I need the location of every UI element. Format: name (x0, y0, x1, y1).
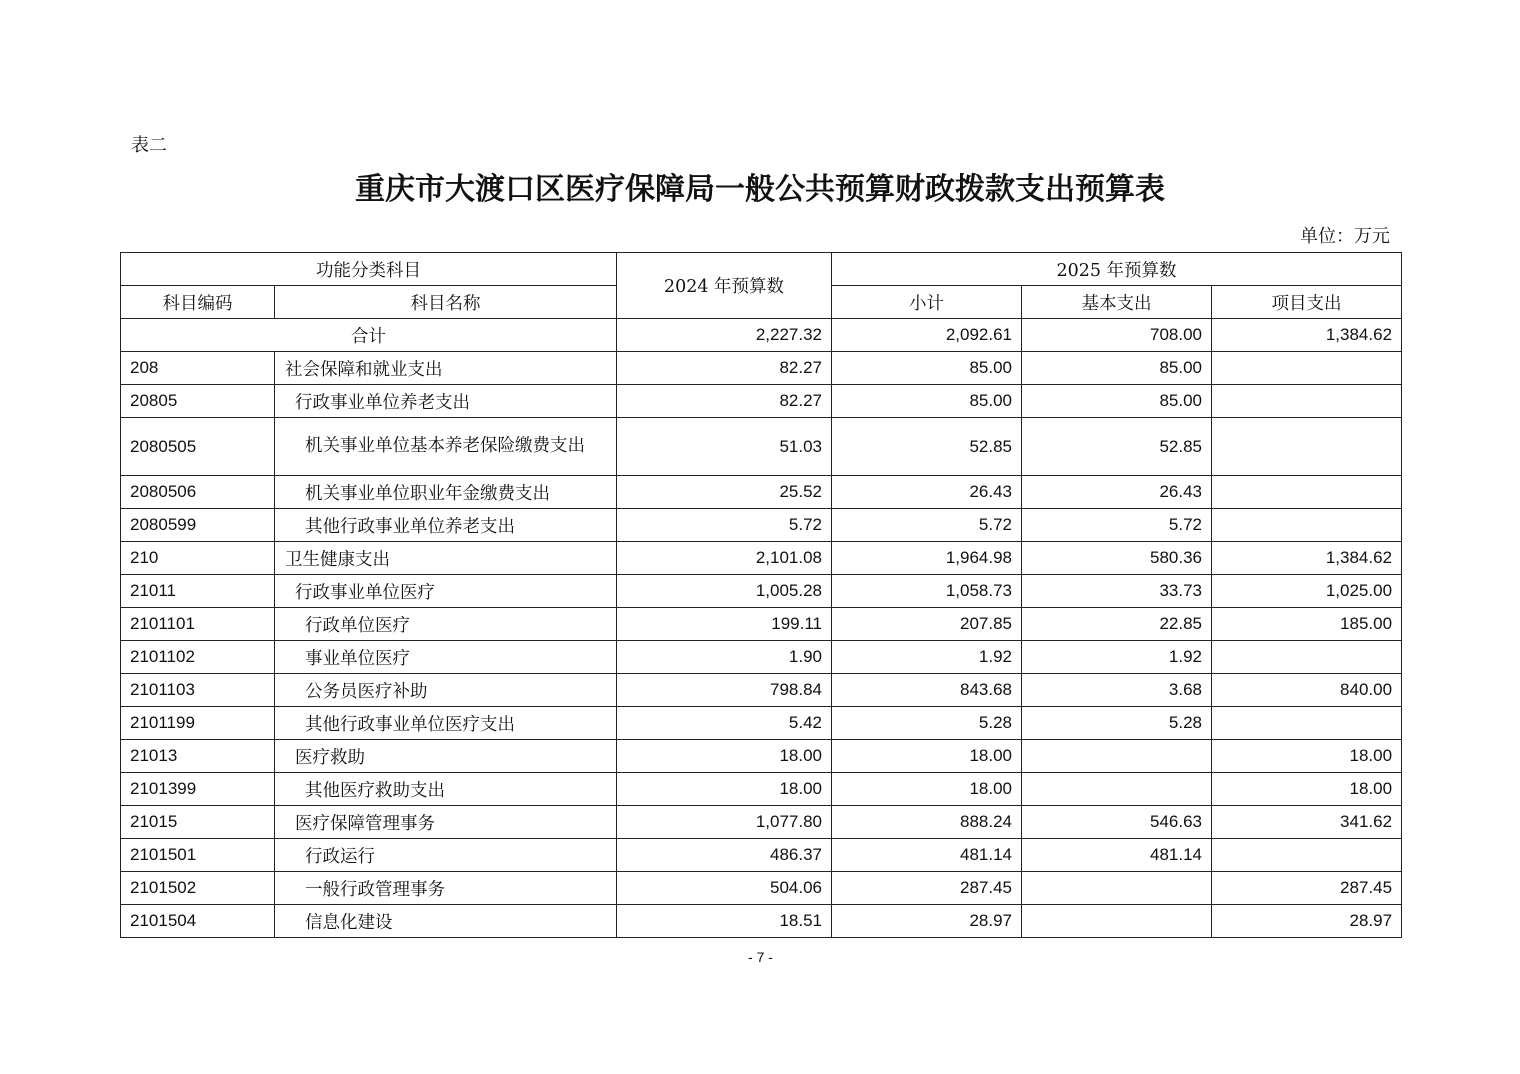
table-row (121, 575, 1402, 608)
row-subtotal: 1,964.98 (832, 542, 1022, 575)
row-subtotal: 18.00 (832, 740, 1022, 773)
row-name: 卫生健康支出 (275, 542, 617, 575)
row-2024: 51.03 (617, 418, 832, 476)
row-name: 机关事业单位职业年金缴费支出 (275, 476, 617, 509)
row-project: 840.00 (1212, 674, 1402, 707)
total-row (121, 319, 1402, 352)
row-name: 一般行政管理事务 (275, 872, 617, 905)
row-project: 341.62 (1212, 806, 1402, 839)
row-subtotal: 85.00 (832, 352, 1022, 385)
table-row (121, 839, 1402, 872)
header-func-group: 功能分类科目 (121, 253, 617, 286)
table-row (121, 542, 1402, 575)
header-budget-2025: 2025 年预算数 (832, 253, 1402, 286)
row-basic: 5.28 (1022, 707, 1212, 740)
row-basic: 3.68 (1022, 674, 1212, 707)
total-basic: 708.00 (1022, 319, 1212, 352)
row-code: 2080505 (121, 418, 275, 476)
header-basic: 基本支出 (1022, 286, 1212, 319)
row-code: 2101502 (121, 872, 275, 905)
budget-table (120, 252, 1402, 938)
row-subtotal: 26.43 (832, 476, 1022, 509)
row-name: 公务员医疗补助 (275, 674, 617, 707)
total-subtotal: 2,092.61 (832, 319, 1022, 352)
row-code: 21011 (121, 575, 275, 608)
unit-label: 单位：万元 (1300, 226, 1390, 247)
table-row (121, 740, 1402, 773)
row-project (1212, 476, 1402, 509)
row-project: 1,025.00 (1212, 575, 1402, 608)
row-project: 1,384.62 (1212, 542, 1402, 575)
row-2024: 504.06 (617, 872, 832, 905)
row-name: 事业单位医疗 (275, 641, 617, 674)
row-subtotal: 18.00 (832, 773, 1022, 806)
row-2024: 82.27 (617, 385, 832, 418)
row-code: 2101504 (121, 905, 275, 938)
table-row (121, 385, 1402, 418)
row-code: 210 (121, 542, 275, 575)
header-name: 科目名称 (275, 286, 617, 319)
row-name: 社会保障和就业支出 (275, 352, 617, 385)
table-row (121, 476, 1402, 509)
row-2024: 5.42 (617, 707, 832, 740)
row-code: 2101501 (121, 839, 275, 872)
row-project: 185.00 (1212, 608, 1402, 641)
row-2024: 18.00 (617, 773, 832, 806)
row-2024: 798.84 (617, 674, 832, 707)
page-number: - 7 - (748, 949, 773, 965)
row-project: 287.45 (1212, 872, 1402, 905)
row-code: 2101101 (121, 608, 275, 641)
table-row (121, 418, 1402, 476)
row-name: 其他医疗救助支出 (275, 773, 617, 806)
row-project: 28.97 (1212, 905, 1402, 938)
row-2024: 1,077.80 (617, 806, 832, 839)
row-basic: 26.43 (1022, 476, 1212, 509)
row-basic (1022, 773, 1212, 806)
row-basic: 85.00 (1022, 352, 1212, 385)
row-basic: 546.63 (1022, 806, 1212, 839)
row-basic (1022, 740, 1212, 773)
row-project (1212, 418, 1402, 476)
table-row (121, 872, 1402, 905)
table-row (121, 674, 1402, 707)
row-basic (1022, 872, 1212, 905)
row-subtotal: 287.45 (832, 872, 1022, 905)
row-subtotal: 888.24 (832, 806, 1022, 839)
row-2024: 18.51 (617, 905, 832, 938)
row-2024: 2,101.08 (617, 542, 832, 575)
header-project: 项目支出 (1212, 286, 1402, 319)
row-2024: 486.37 (617, 839, 832, 872)
row-code: 2080599 (121, 509, 275, 542)
row-name: 医疗保障管理事务 (275, 806, 617, 839)
row-subtotal: 481.14 (832, 839, 1022, 872)
row-code: 21013 (121, 740, 275, 773)
total-label: 合计 (121, 319, 617, 352)
header-subtotal: 小计 (832, 286, 1022, 319)
table-row (121, 608, 1402, 641)
row-name: 其他行政事业单位医疗支出 (275, 707, 617, 740)
row-name: 机关事业单位基本养老保险缴费支出 (275, 418, 617, 476)
total-2024: 2,227.32 (617, 319, 832, 352)
row-subtotal: 28.97 (832, 905, 1022, 938)
row-code: 208 (121, 352, 275, 385)
row-name: 行政事业单位医疗 (275, 575, 617, 608)
row-2024: 18.00 (617, 740, 832, 773)
row-project: 18.00 (1212, 740, 1402, 773)
row-code: 20805 (121, 385, 275, 418)
row-2024: 1.90 (617, 641, 832, 674)
header-budget-2024: 2024 年预算数 (617, 253, 832, 319)
row-subtotal: 85.00 (832, 385, 1022, 418)
document-title: 重庆市大渡口区医疗保障局一般公共预算财政拨款支出预算表 (355, 172, 1165, 207)
table-row (121, 352, 1402, 385)
header-row-1 (121, 253, 1402, 286)
row-code: 21015 (121, 806, 275, 839)
table-row (121, 806, 1402, 839)
row-name: 其他行政事业单位养老支出 (275, 509, 617, 542)
table-row (121, 641, 1402, 674)
table-row (121, 905, 1402, 938)
row-basic: 481.14 (1022, 839, 1212, 872)
row-name: 行政事业单位养老支出 (275, 385, 617, 418)
table-row (121, 773, 1402, 806)
row-project (1212, 641, 1402, 674)
table-row (121, 509, 1402, 542)
row-code: 2080506 (121, 476, 275, 509)
row-name: 信息化建设 (275, 905, 617, 938)
row-project (1212, 385, 1402, 418)
row-code: 2101103 (121, 674, 275, 707)
row-subtotal: 5.28 (832, 707, 1022, 740)
row-basic: 33.73 (1022, 575, 1212, 608)
row-basic (1022, 905, 1212, 938)
row-subtotal: 207.85 (832, 608, 1022, 641)
row-basic: 85.00 (1022, 385, 1212, 418)
row-2024: 199.11 (617, 608, 832, 641)
row-code: 2101199 (121, 707, 275, 740)
row-project (1212, 352, 1402, 385)
row-name: 行政单位医疗 (275, 608, 617, 641)
row-subtotal: 52.85 (832, 418, 1022, 476)
row-project (1212, 707, 1402, 740)
row-subtotal: 1,058.73 (832, 575, 1022, 608)
row-project: 18.00 (1212, 773, 1402, 806)
row-2024: 25.52 (617, 476, 832, 509)
row-2024: 82.27 (617, 352, 832, 385)
row-code: 2101102 (121, 641, 275, 674)
table-row (121, 707, 1402, 740)
row-project (1212, 839, 1402, 872)
row-subtotal: 5.72 (832, 509, 1022, 542)
row-basic: 5.72 (1022, 509, 1212, 542)
total-project: 1,384.62 (1212, 319, 1402, 352)
row-name: 行政运行 (275, 839, 617, 872)
row-subtotal: 1.92 (832, 641, 1022, 674)
header-code: 科目编码 (121, 286, 275, 319)
row-name: 医疗救助 (275, 740, 617, 773)
row-basic: 52.85 (1022, 418, 1212, 476)
table-label: 表二 (131, 135, 167, 156)
row-code: 2101399 (121, 773, 275, 806)
row-subtotal: 843.68 (832, 674, 1022, 707)
row-2024: 5.72 (617, 509, 832, 542)
row-project (1212, 509, 1402, 542)
row-basic: 1.92 (1022, 641, 1212, 674)
row-2024: 1,005.28 (617, 575, 832, 608)
row-basic: 22.85 (1022, 608, 1212, 641)
row-basic: 580.36 (1022, 542, 1212, 575)
